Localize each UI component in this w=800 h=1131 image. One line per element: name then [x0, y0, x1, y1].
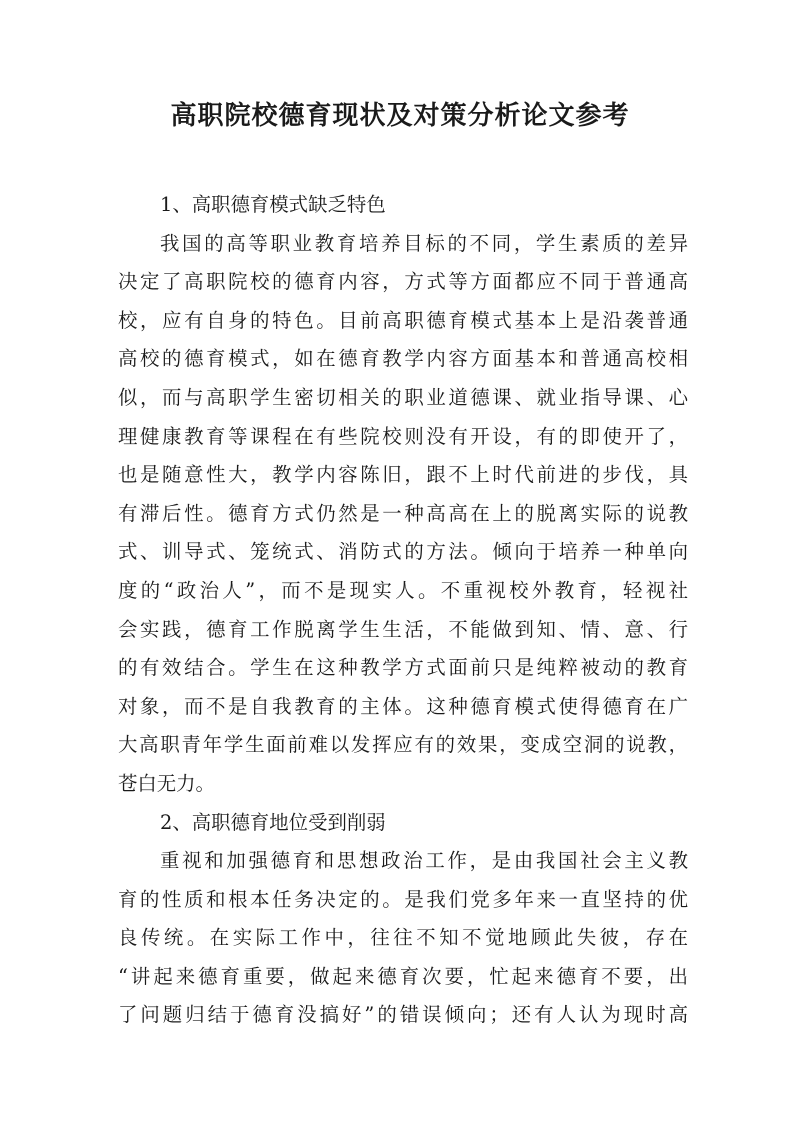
- section-heading-1: 1、高职德育模式缺乏特色: [160, 193, 386, 216]
- document-body: [118, 186, 688, 1035]
- paragraph-line: 校，应有自身的特色。目前高职德育模式基本上是沿袭普通: [118, 308, 688, 332]
- paragraph-line: 我国的高等职业教育培养目标的不同，学生素质的差异: [160, 231, 688, 255]
- paragraph-line: 式、训导式、笼统式、消防式的方法。倾向于培养一种单向: [118, 540, 688, 564]
- paragraph-line: 似，而与高职学生密切相关的职业道德课、就业指导课、心: [118, 385, 688, 409]
- section-heading-2: 2、高职德育地位受到削弱: [160, 810, 386, 834]
- paragraph-line: 高校的德育模式，如在德育教学内容方面基本和普通高校相: [118, 347, 688, 371]
- paragraph-line: 决定了高职院校的德育内容，方式等方面都应不同于普通高: [118, 270, 688, 294]
- paragraph-line: 会实践，德育工作脱离学生生活，不能做到知、情、意、行: [118, 617, 688, 641]
- paragraph-line: 重视和加强德育和思想政治工作，是由我国社会主义教: [160, 849, 688, 873]
- paragraph-line: 对象，而不是自我教育的主体。这种德育模式使得德育在广: [118, 694, 688, 718]
- paragraph-line: “讲起来德育重要，做起来德育次要，忙起来德育不要，出: [118, 964, 688, 988]
- paragraph-line: 育的性质和根本任务决定的。是我们党多年来一直坚持的优: [118, 887, 688, 911]
- paragraph-line: 度的“政治人”，而不是现实人。不重视校外教育，轻视社: [118, 578, 688, 602]
- paragraph-line: 有滞后性。德育方式仍然是一种高高在上的脱离实际的说教: [118, 501, 688, 525]
- paragraph-line: 苍白无力。: [118, 771, 215, 795]
- paragraph-line: 了问题归结于德育没搞好”的错误倾向；还有人认为现时高: [118, 1003, 688, 1027]
- paragraph-line: 的有效结合。学生在这种教学方式面前只是纯粹被动的教育: [118, 656, 688, 680]
- document-title: 高职院校德育现状及对策分析论文参考: [170, 101, 630, 131]
- paragraph-line: 理健康教育等课程在有些院校则没有开设，有的即使开了，: [118, 424, 688, 448]
- paragraph-line: 良传统。在实际工作中，往往不知不觉地顾此失彼，存在: [118, 926, 688, 950]
- paragraph-line: 大高职青年学生面前难以发挥应有的效果，变成空洞的说教，: [118, 733, 688, 757]
- paragraph-line: 也是随意性大，教学内容陈旧，跟不上时代前进的步伐，具: [118, 463, 688, 487]
